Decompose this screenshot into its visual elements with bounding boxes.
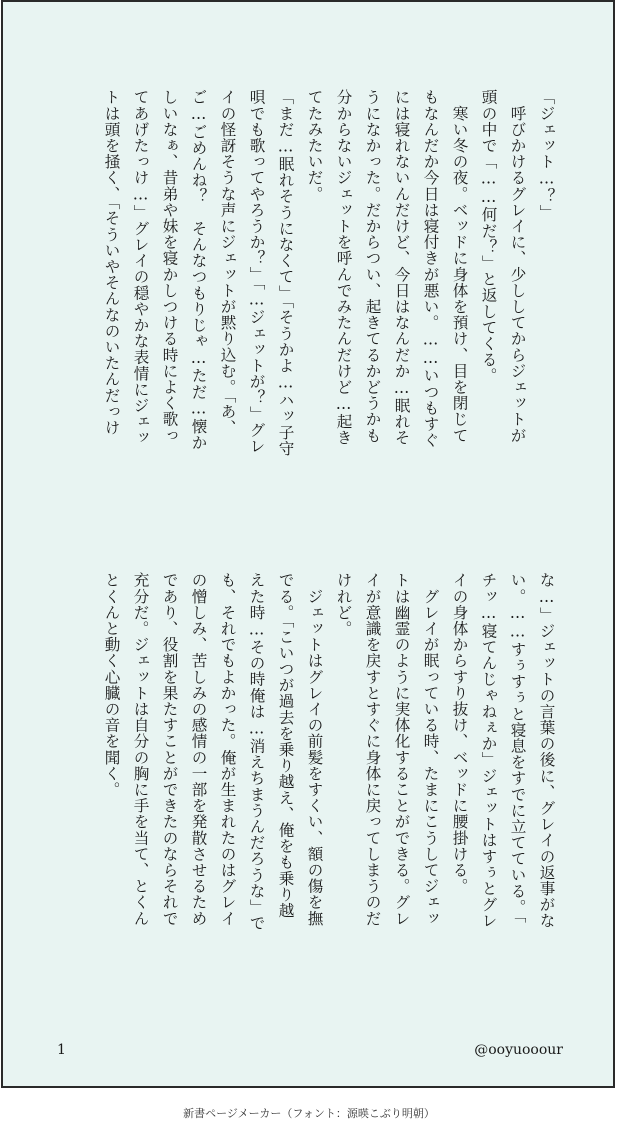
text-column: 充分だ。ジェットは自分の胸に手を当て、とくん xyxy=(131,572,150,927)
text-column: 頭の中で「……何だ？」と返してくる。 xyxy=(479,89,498,384)
text-column: トは頭を掻く、「そういやそんなのいたんだっけ xyxy=(102,89,121,436)
author-handle: @ooyuooour xyxy=(474,1042,563,1058)
text-column: の憎しみ、苦しみの感情の一部を発散させるため xyxy=(189,572,208,927)
page-number: 1 xyxy=(57,1042,66,1058)
text-column: チッ…寝てんじゃねぇか」ジェットはすぅとグレ xyxy=(479,572,498,929)
text-column: 呼びかけるグレイに、少ししてからジェットが xyxy=(508,89,527,444)
text-column: うになかった。だからつい、起きてるかどうかも xyxy=(363,89,382,444)
text-column: ジェットはグレイの前髪をすくい、額の傷を撫 xyxy=(305,572,324,927)
text-column: トは幽霊のように実体化することができる。グレ xyxy=(392,572,411,927)
text-column: イの身体からすり抜け、ベッドに腰掛ける。 xyxy=(450,572,469,894)
text-column: 「ジェット…？」 xyxy=(537,89,556,221)
text-column: い。……すぅすぅと寝息をすでに立てている。「 xyxy=(508,572,527,924)
text-column: とくんと動く心臓の音を聞く。 xyxy=(102,572,121,798)
text-column: 唄でも歌ってやろうか？」「…ジェットが？」グレ xyxy=(247,89,266,454)
text-column: グレイが眠っている時、たまにこうしてジェッ xyxy=(421,572,440,927)
text-column: な…」ジェットの言葉の後に、グレイの返事がな xyxy=(537,572,556,929)
text-column: 分からないジェットを呼んでみたんだけど…起き xyxy=(334,89,353,446)
text-column: けれど。 xyxy=(334,572,353,637)
text-column: ご…ごめんね？ そんなつもりじゃ…ただ…懐か xyxy=(189,89,208,451)
text-column: には寝れないんだけど、今日はなんだか…眠れそ xyxy=(392,89,411,446)
text-column: 寒い冬の夜。ベッドに身体を預け、目を閉じて xyxy=(450,89,469,444)
text-column: しいなぁ、昔弟や妹を寝かしつける時によく歌っ xyxy=(160,89,179,444)
text-column: てあげたっけ…」グレイの穏やかな表情にジェッ xyxy=(131,89,150,446)
text-column: イの怪訝そうな声にジェットが黙り込む。「あ、 xyxy=(218,89,237,436)
font-caption: 新書ページメーカー（フォント：源暎こぶり明朝） xyxy=(183,1107,435,1120)
text-column: であり、役割を果たすことができたのならそれで xyxy=(160,572,179,927)
text-column: えた時…その時俺は…消えちまうんだろうな」で xyxy=(247,572,266,931)
text-column: もなんだか今日は寝付きが悪い。……いつもすぐ xyxy=(421,89,440,448)
text-column: でる。「こいつが過去を乗り越え、俺をも乗り越 xyxy=(276,572,295,919)
book-page xyxy=(1,0,615,1088)
text-column: イが意識を戻すとすぐに身体に戻ってしまうのだ xyxy=(363,572,382,927)
text-column: てたみたいだ。 xyxy=(305,89,324,202)
text-column: 「まだ…眠れそうになくて」「そうかよ…ハッ子守 xyxy=(276,89,295,457)
text-column: も、それでもよかった。俺が生まれたのはグレイ xyxy=(218,572,237,927)
